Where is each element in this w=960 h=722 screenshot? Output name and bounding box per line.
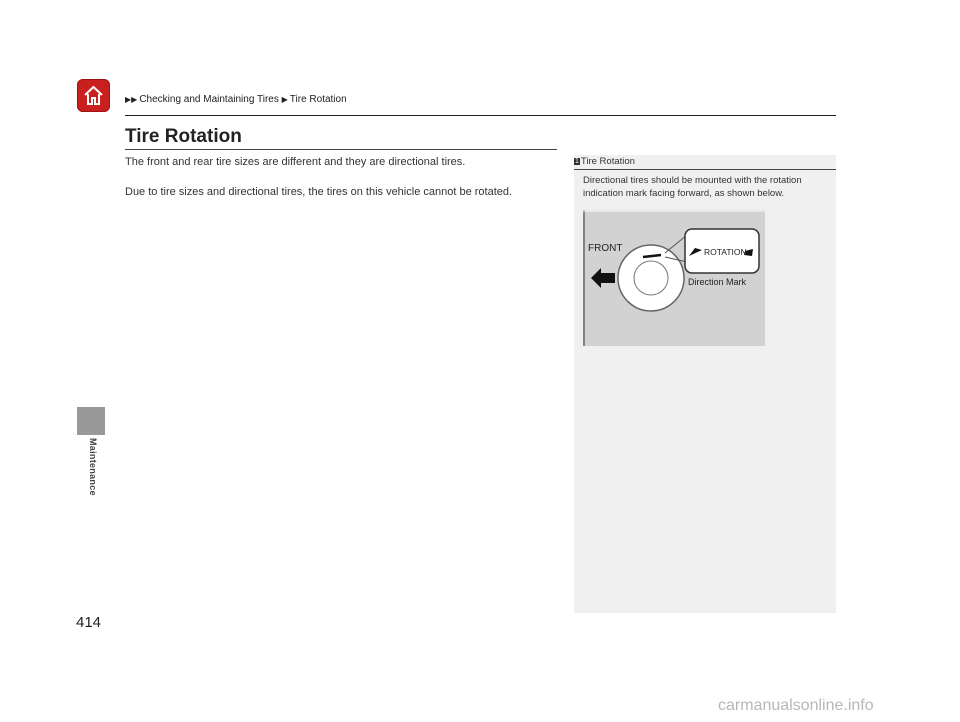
home-icon bbox=[82, 84, 105, 107]
tire-hub bbox=[634, 261, 668, 295]
header-divider bbox=[125, 115, 836, 116]
section-tab-label: Maintenance bbox=[88, 438, 98, 496]
direction-mark-label: Direction Mark bbox=[688, 277, 747, 287]
front-label: FRONT bbox=[588, 243, 623, 254]
body-paragraph: Due to tire sizes and directional tires, the tires on this vehicle cannot be rotated. bbox=[125, 186, 513, 198]
body-paragraph: The front and rear tire sizes are different and they are directional tires. bbox=[125, 156, 466, 168]
sidebar-title[interactable]: Tire Rotation bbox=[580, 156, 635, 167]
breadcrumb bbox=[125, 94, 347, 105]
sidebar-note: Directional tires should be mounted with the rotation indication mark facing forward, as shown below. bbox=[583, 175, 802, 199]
title-divider bbox=[125, 149, 557, 150]
breadcrumb-arrow-icon: ▶ bbox=[281, 95, 288, 104]
breadcrumb-item[interactable]: Tire Rotation bbox=[289, 94, 347, 105]
sidebar-divider bbox=[574, 169, 836, 170]
page-number: 414 bbox=[76, 614, 102, 631]
tire-rotation-diagram bbox=[583, 210, 765, 346]
breadcrumb-arrow-icon: ▶▶ bbox=[125, 95, 138, 104]
breadcrumb-item[interactable]: Checking and Maintaining Tires bbox=[139, 94, 279, 105]
section-tab[interactable] bbox=[77, 407, 105, 435]
watermark: carmanualsonline.info bbox=[718, 697, 874, 714]
page-title: Tire Rotation bbox=[125, 126, 242, 147]
sidebar-heading bbox=[574, 156, 635, 167]
reference-number-icon: 1 bbox=[575, 158, 579, 165]
home-button[interactable] bbox=[77, 79, 110, 112]
rotation-label: ROTATION bbox=[704, 247, 747, 257]
